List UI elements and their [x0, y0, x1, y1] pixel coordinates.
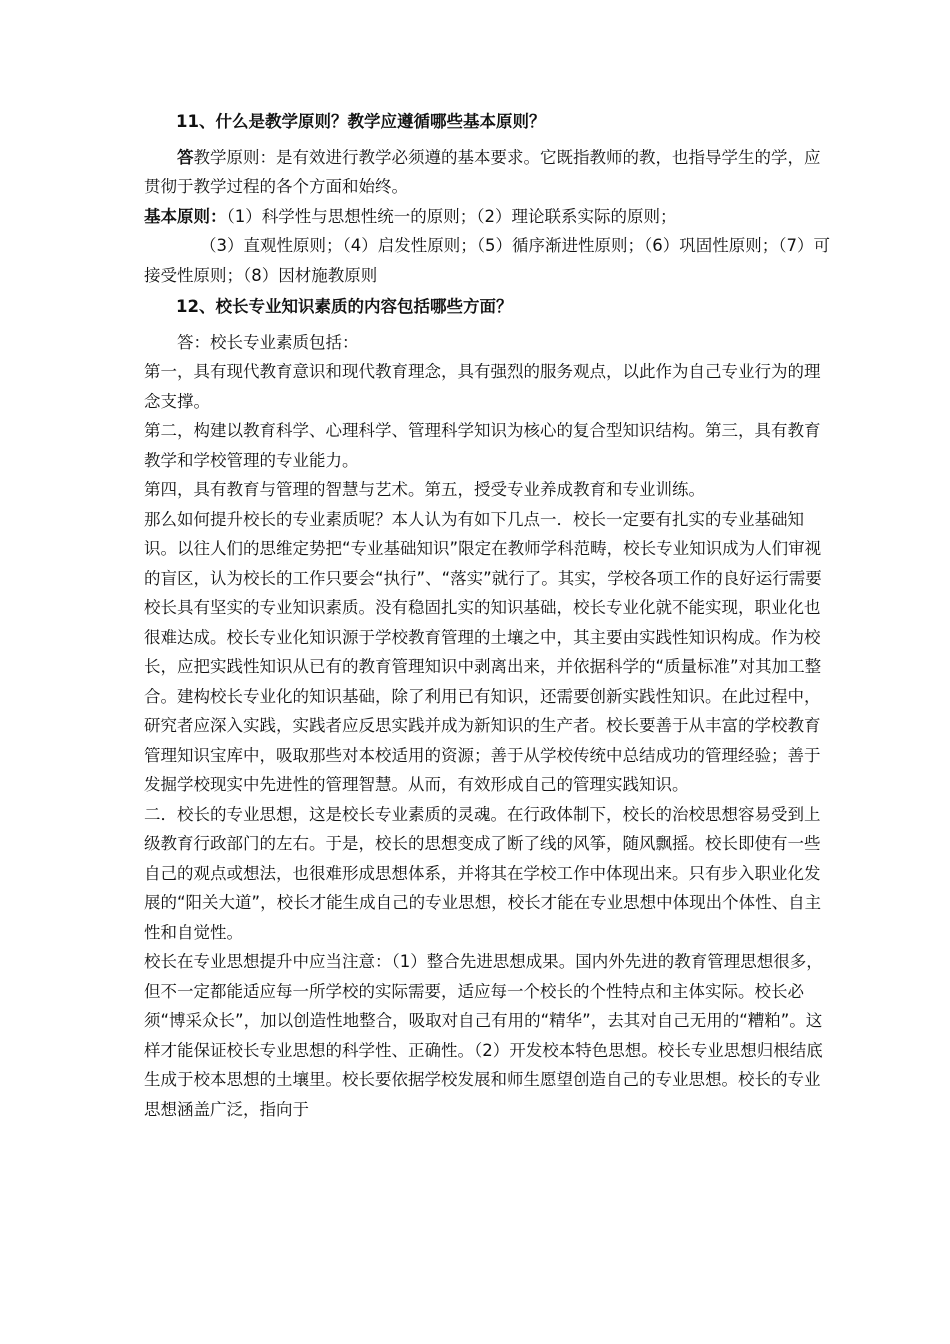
- document-content: [144, 107, 830, 1124]
- answer-text: 教学原则：是有效进行教学必须遵的基本要求。它既指教师的教，也指导学生的学，应贯彻于教学过程的各个方面和始终。: [144, 147, 821, 196]
- basic-principles-continued: （3）直观性原则；（4）启发性原则；（5）循序渐进性原则；（6）巩固性原则；（7）可接受性原则；（8）因材施教原则: [144, 236, 830, 285]
- paragraph: 第四，具有教育与管理的智慧与艺术。第五，授受专业养成教育和专业训练。: [144, 480, 705, 499]
- paragraph: 第二，构建以教育科学、心理科学、管理科学知识为核心的复合型知识结构。第三，具有教育教学和学校管理的专业能力。: [144, 421, 821, 470]
- basic-principles: [144, 202, 830, 232]
- answer-label: 答: [177, 147, 194, 167]
- basic-principles-text: （1）科学性与思想性统一的原则；（2）理论联系实际的原则；: [226, 206, 677, 226]
- question-11-answer: [144, 143, 830, 202]
- paragraph: 那么如何提升校长的专业素质呢？本人认为有如下几点一．校长一定要有扎实的专业基础知识。以往人们的思维定势把“专业基础知识”限定在教师学科范畴，校长专业知识成为人们审视的盲区，认为校长的工作只要会“执行”、“落实”就行了。其实，学校各项工作的良好运行需要校长具有坚实的专业知识素质。没有稳固扎实的知识基础，校长专业化就不能实现，职业化也很难达成。校长专业化知识源于学校教育管理的土壤之中，其主要由实践性知识构成。作为校长，应把实践性知识从已有的教育管理知识中剥离出来，并依据科学的“质量标准”对其加工整合。建构校长专业化的知识基础，除了利用已有知识，还需要创新实践性知识。在此过程中，研究者应深入实践，实践者应反思实践并成为新知识的生产者。校长要善于从丰富的学校教育管理知识宝库中，吸取那些对本校适用的资源；善于从学校传统中总结成功的管理经验；善于发掘学校现实中先进性的管理智慧。从而，有效形成自己的管理实践知识。: [144, 509, 822, 794]
- question-12-answer-intro: 答：校长专业素质包括：: [177, 332, 359, 352]
- paragraph: 校长在专业思想提升中应当注意：（1）整合先进思想成果。国内外先进的教育管理思想很多，但不一定都能适应每一所学校的实际需要，适应每一个校长的个性特点和主体实际。校长必须“博采众长”，加以创造性地整合，吸取对自己有用的“精华”，去其对自己无用的“糟粕”。这样才能保证校长专业思想的科学性、正确性。（2）开发校本特色思想。校长专业思想归根结底生成于校本思想的土壤里。校长要依据学校发展和师生愿望创造自己的专业思想。校长的专业思想涵盖广泛，指向于: [144, 952, 823, 1119]
- basic-principles-label: 基本原则：: [144, 206, 227, 226]
- question-11-title: 11、什么是教学原则？教学应遵循哪些基本原则？: [176, 112, 546, 131]
- question-12-title: 12、校长专业知识素质的内容包括哪些方面？: [176, 297, 513, 316]
- paragraph: 二．校长的专业思想，这是校长专业素质的灵魂。在行政体制下，校长的治校思想容易受到上级教育行政部门的左右。于是，校长的思想变成了断了线的风筝，随风飘摇。校长即使有一些自己的观点或想法，也很难形成思想体系，并将其在学校工作中体现出来。只有步入职业化发展的“阳关大道”，校长才能生成自己的专业思想，校长才能在专业思想中体现出个体性、自主性和自觉性。: [144, 804, 822, 942]
- paragraph: 第一，具有现代教育意识和现代教育理念，具有强烈的服务观点，以此作为自己专业行为的理念支撑。: [144, 362, 821, 411]
